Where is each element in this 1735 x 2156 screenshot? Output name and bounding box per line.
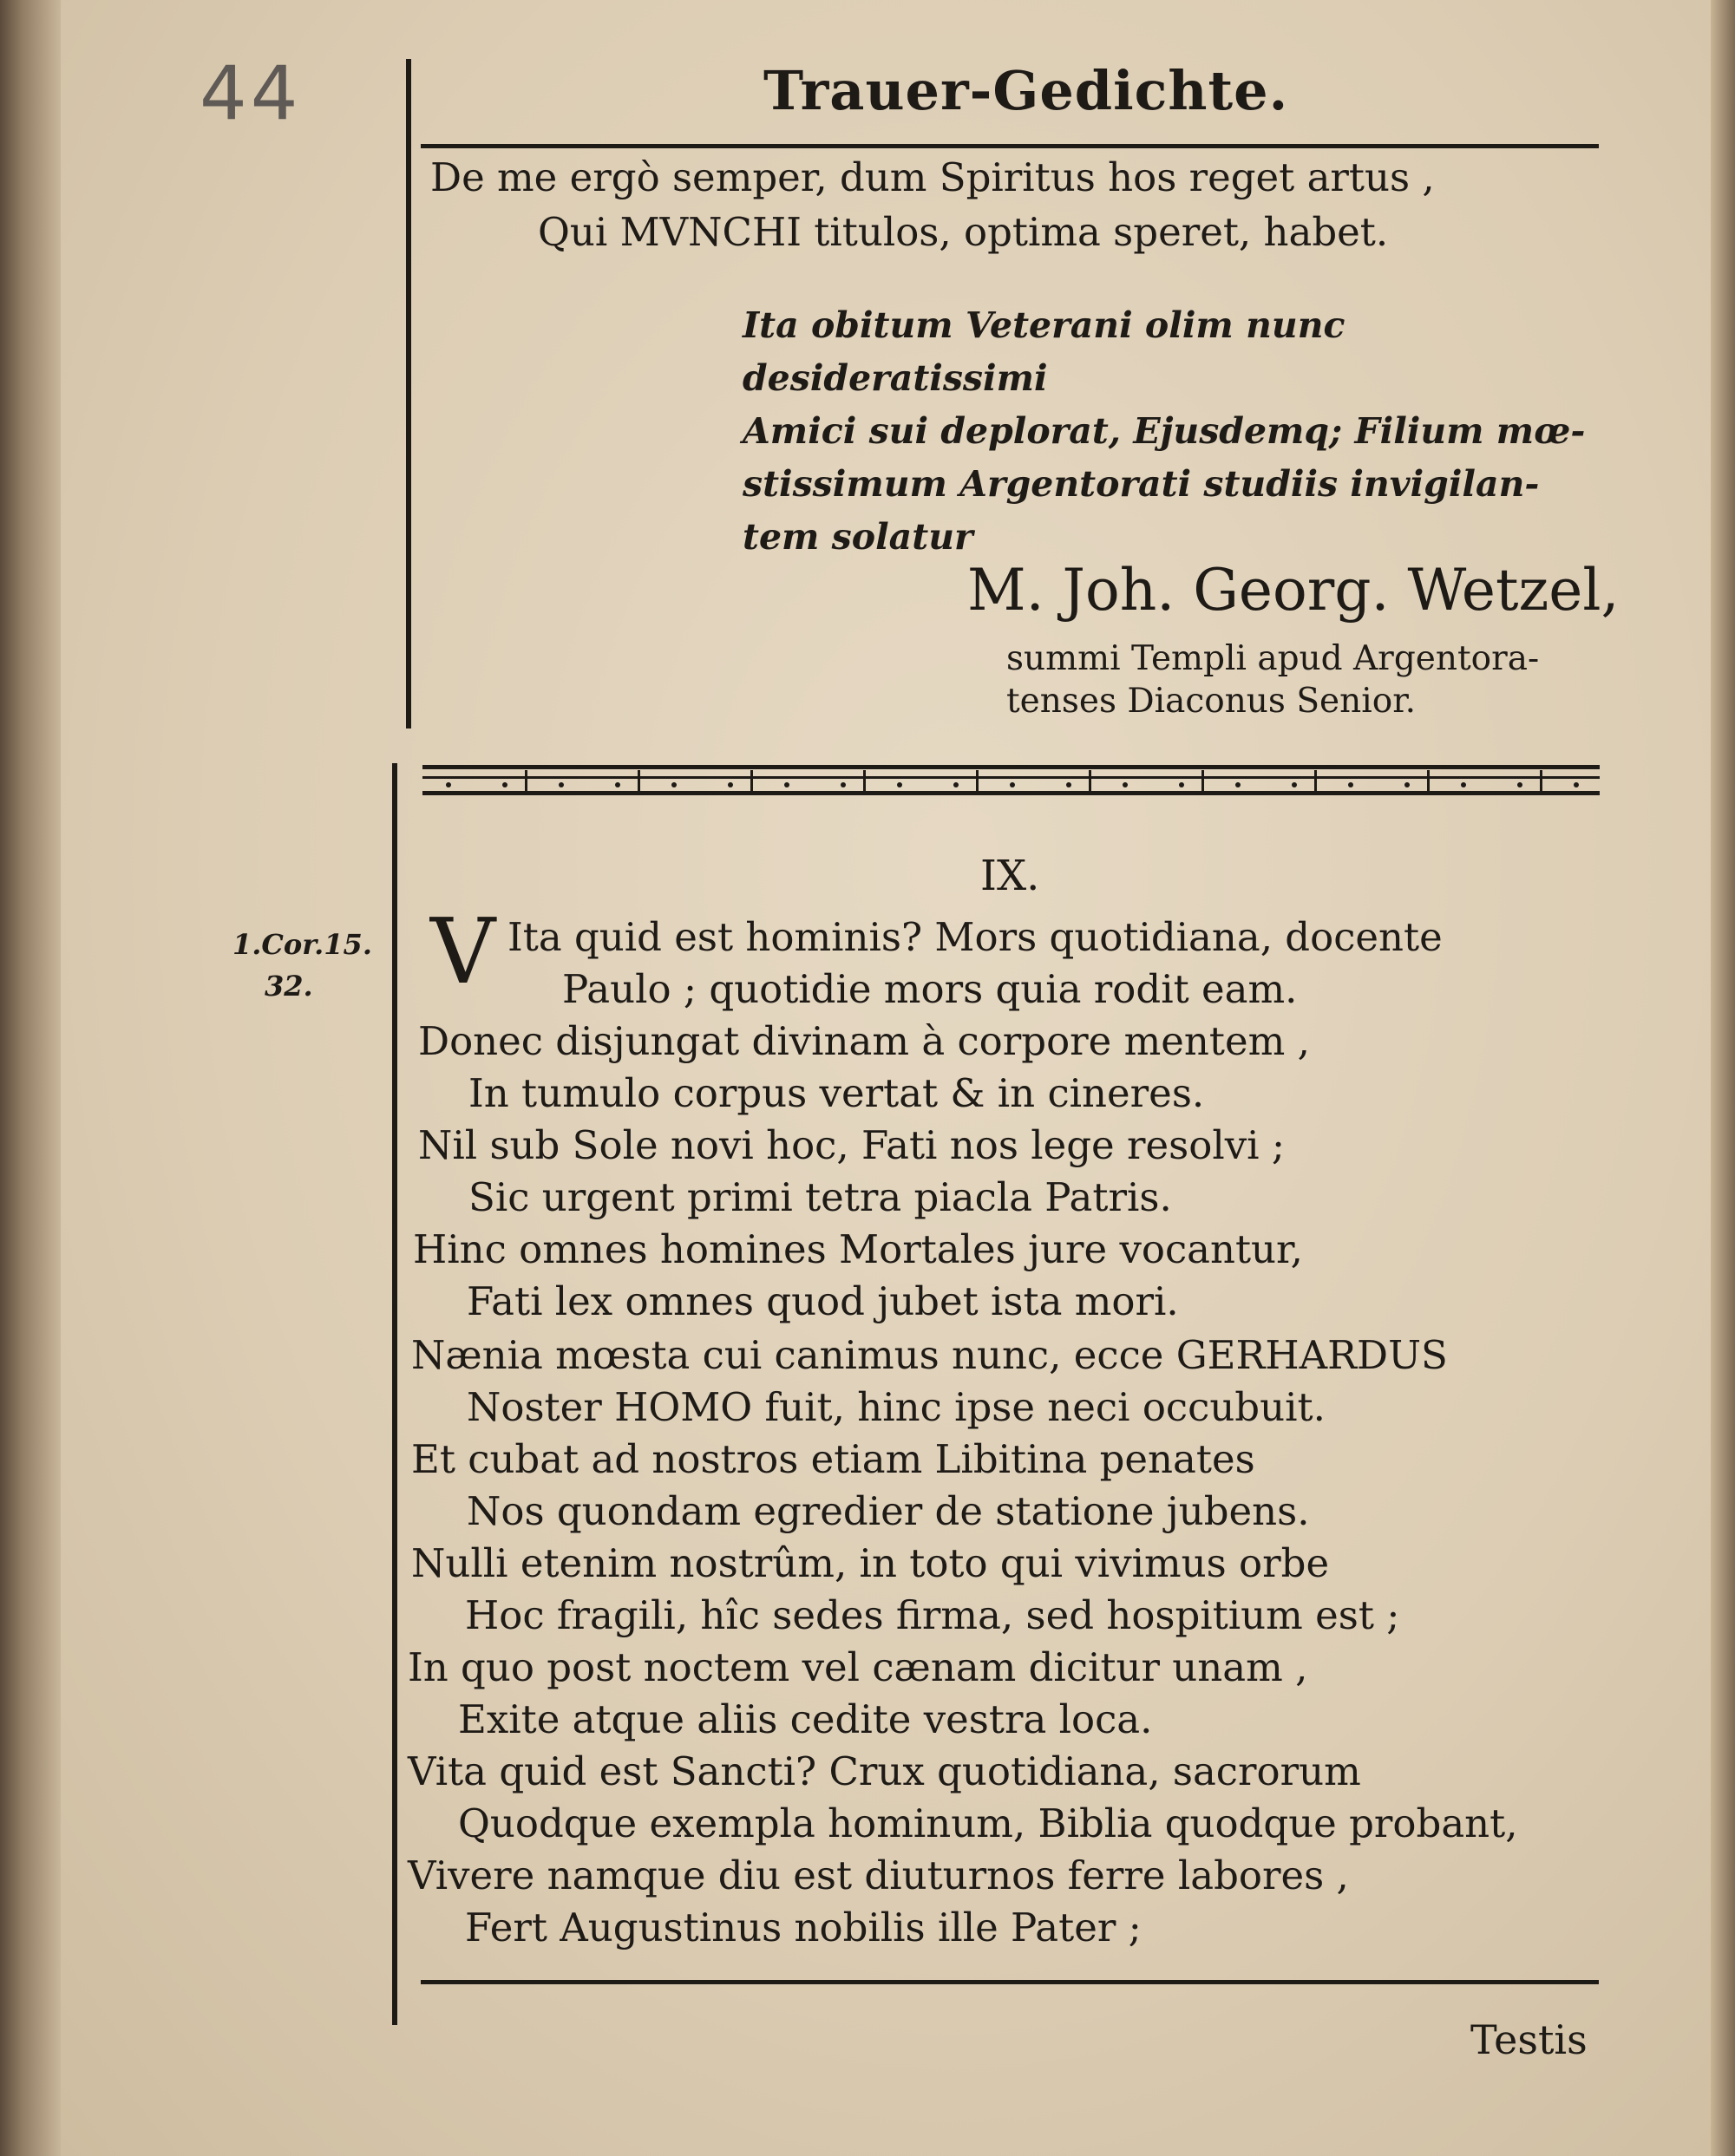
ornamental-border xyxy=(422,761,1600,800)
dedication-line: tem solatur xyxy=(743,516,973,558)
verse-line: Hinc omnes homines Mortales jure vocantur, xyxy=(413,1226,1303,1272)
margin-reference: 32. xyxy=(265,970,313,1003)
verse-line: Nos quondam egredier de statione jubens. xyxy=(467,1488,1310,1534)
dedication-line: Ita obitum Veterani olim nunc desideratissimi xyxy=(743,304,1345,399)
verse-line: Et cubat ad nostros etiam Libitina penates xyxy=(411,1436,1255,1482)
author-affiliation xyxy=(1006,637,1539,722)
verse-line: Nulli etenim nostrûm, in toto qui vivimus orbe xyxy=(411,1540,1330,1586)
verse-line: Fert Augustinus nobilis ille Pater ; xyxy=(465,1904,1142,1950)
verse-line: Qui MVNCHI titulos, optima speret, habet. xyxy=(538,209,1389,255)
dedication-line: stissimum Argentorati studiis invigilan- xyxy=(743,463,1540,505)
verse-line: Vita quid est Sancti? Crux quotidiana, sacrorum xyxy=(408,1748,1361,1794)
dedication-line: Amici sui deplorat, Ejusdemq; Filium mœ- xyxy=(743,410,1586,452)
author-name: M. Joh. Georg. Wetzel, xyxy=(967,557,1620,624)
verse-line: Nil sub Sole novi hoc, Fati nos lege resolvi ; xyxy=(418,1122,1285,1168)
header-rule xyxy=(421,144,1599,148)
margin-reference: 1.Cor.15. xyxy=(232,928,372,961)
verse-line: Donec disjungat divinam à corpore mentem , xyxy=(418,1018,1310,1064)
lower-side-rule xyxy=(392,763,397,2025)
dedication-text xyxy=(743,299,1601,564)
verse-line: Fati lex omnes quod jubet ista mori. xyxy=(467,1278,1179,1324)
verse-line: Paulo ; quotidie mors quia rodit eam. xyxy=(562,966,1298,1012)
drop-cap: V xyxy=(430,898,496,1004)
upper-side-rule xyxy=(406,59,411,728)
verse-line: In quo post noctem vel cænam dicitur unam , xyxy=(408,1644,1308,1690)
verse-line: Quodque exempla hominum, Biblia quodque probant, xyxy=(458,1800,1518,1846)
verse-line: Exite atque aliis cedite vestra loca. xyxy=(458,1696,1153,1742)
catchword: Testis xyxy=(1470,2016,1588,2063)
verse-line: Hoc fragili, hîc sedes firma, sed hospitium est ; xyxy=(465,1592,1400,1638)
footer-rule xyxy=(421,1980,1599,1984)
verse-line: Sic urgent primi tetra piacla Patris. xyxy=(468,1174,1172,1220)
folio-number: 44 xyxy=(200,50,302,137)
verse-line: De me ergò semper, dum Spiritus hos reget artus , xyxy=(430,154,1435,200)
verse-line: Noster HOMO fuit, hinc ipse neci occubuit. xyxy=(467,1384,1326,1430)
page-edge xyxy=(1711,0,1735,2156)
verse-line: In tumulo corpus vertat & in cineres. xyxy=(468,1070,1205,1116)
affiliation-line: summi Templi apud Argentora- xyxy=(1006,639,1540,678)
verse-line: Nænia mœsta cui canimus nunc, ecce GERHARDUS xyxy=(411,1332,1448,1378)
running-head: Trauer-Gedichte. xyxy=(763,59,1289,122)
verse-line: Vivere namque diu est diuturnos ferre labores , xyxy=(408,1852,1349,1898)
gutter-shadow xyxy=(0,0,61,2156)
verse-line: Ita quid est hominis? Mors quotidiana, docente xyxy=(507,914,1443,960)
poem-number: IX. xyxy=(980,852,1040,900)
affiliation-line: tenses Diaconus Senior. xyxy=(1006,682,1416,721)
